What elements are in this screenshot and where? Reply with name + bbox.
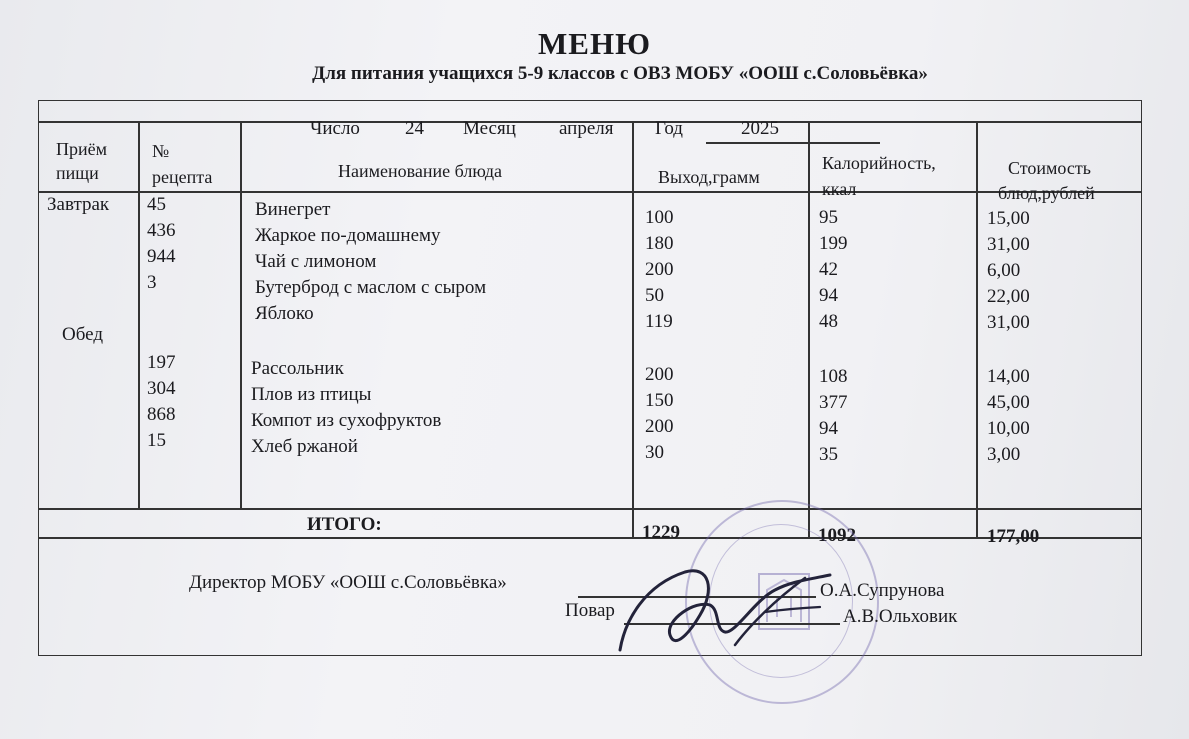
cost-cell: 22,00	[987, 286, 1030, 307]
dish-cell: Компот из сухофруктов	[251, 410, 442, 431]
meal-breakfast: Завтрак	[47, 194, 110, 215]
year-value: 2025	[741, 118, 779, 139]
menu-title: МЕНЮ	[538, 26, 651, 61]
yield-cell: 200	[645, 416, 674, 437]
dish-cell: Чай с лимоном	[255, 251, 377, 272]
kcal-cell: 42	[819, 259, 838, 280]
director-name: О.А.Супрунова	[820, 580, 945, 601]
yield-cell: 200	[645, 259, 674, 280]
col-divider-yield	[808, 121, 810, 537]
header-kcal-2: ккал	[822, 179, 857, 199]
cost-cell: 31,00	[987, 312, 1030, 333]
kcal-cell: 94	[819, 285, 838, 306]
yield-cell: 180	[645, 233, 674, 254]
cost-cell: 31,00	[987, 234, 1030, 255]
kcal-cell: 199	[819, 233, 848, 254]
breakfast-kcal	[819, 205, 848, 335]
kcal-cell: 108	[819, 366, 848, 387]
recipe-cell	[147, 296, 176, 322]
recipe-cell: 45	[147, 194, 166, 215]
kcal-cell: 94	[819, 418, 838, 439]
kcal-cell: 35	[819, 444, 838, 465]
yield-cell: 30	[645, 442, 664, 463]
yield-cell: 150	[645, 390, 674, 411]
header-cost: Стоимость	[1008, 158, 1091, 178]
lunch-recipes	[147, 350, 176, 454]
menu-subtitle: Для питания учащихся 5-9 классов с ОВЗ МОБУ «ООШ с.Соловьёвка»	[312, 63, 928, 84]
dish-cell: Жаркое по-домашнему	[255, 225, 441, 246]
kcal-cell: 377	[819, 392, 848, 413]
day-value: 24	[405, 118, 424, 139]
handwritten-signature-icon	[615, 560, 855, 660]
recipe-cell: 436	[147, 220, 176, 241]
dish-cell: Рассольник	[251, 358, 344, 379]
col-divider-recipe	[240, 121, 242, 508]
header-yield: Выход,грамм	[658, 167, 760, 187]
meal-lunch: Обед	[62, 324, 103, 345]
recipe-cell: 944	[147, 246, 176, 267]
dish-cell: Винегрет	[255, 199, 331, 220]
recipe-cell: 3	[147, 272, 157, 293]
totals-label: ИТОГО:	[307, 514, 382, 535]
day-label: Число	[310, 118, 360, 139]
lunch-costs	[987, 364, 1030, 468]
cook-name: А.В.Ольховик	[843, 606, 958, 627]
recipe-cell: 868	[147, 404, 176, 425]
totals-bottom-divider	[38, 537, 1142, 539]
director-label: Директор МОБУ «ООШ с.Соловьёвка»	[189, 572, 507, 593]
yield-cell: 50	[645, 285, 664, 306]
yield-cell: 100	[645, 207, 674, 228]
header-cost-2: блюд,рублей	[998, 183, 1095, 203]
year-label: Год	[655, 118, 683, 139]
lunch-yields	[645, 362, 674, 466]
year-underline	[706, 142, 880, 144]
header-kcal: Калорийность,	[822, 153, 936, 173]
dish-cell: Яблоко	[255, 303, 314, 324]
header-recipe-2: рецепта	[152, 167, 213, 187]
cost-cell: 14,00	[987, 366, 1030, 387]
yield-cell: 119	[645, 311, 673, 332]
dish-cell: Хлеб ржаной	[251, 436, 358, 457]
dish-cell: Бутерброд с маслом с сыром	[255, 277, 487, 298]
header-meal: Приём	[56, 139, 108, 159]
recipe-cell: 197	[147, 352, 176, 373]
cost-cell: 6,00	[987, 260, 1021, 281]
col-divider-dish	[632, 121, 634, 537]
yield-cell: 200	[645, 364, 674, 385]
recipe-cell: 15	[147, 430, 166, 451]
totals-cost: 177,00	[987, 526, 1040, 547]
recipe-cell: 304	[147, 378, 176, 399]
kcal-cell: 95	[819, 207, 838, 228]
lunch-kcal	[819, 364, 848, 468]
lunch-dishes	[251, 356, 441, 460]
cost-cell: 10,00	[987, 418, 1030, 439]
header-recipe: №	[152, 141, 170, 161]
cook-label: Повар	[565, 600, 615, 621]
totals-kcal: 1092	[818, 525, 856, 546]
cost-cell: 45,00	[987, 392, 1030, 413]
cost-cell: 3,00	[987, 444, 1021, 465]
cost-cell: 15,00	[987, 208, 1030, 229]
breakfast-yields	[645, 205, 674, 335]
header-meal-2: пищи	[56, 163, 99, 183]
kcal-cell: 48	[819, 311, 838, 332]
col-divider-kcal	[976, 121, 978, 537]
totals-yield: 1229	[642, 522, 680, 543]
dish-cell: Плов из птицы	[251, 384, 372, 405]
breakfast-recipes	[147, 192, 176, 322]
col-divider-meal	[138, 121, 140, 508]
header-dish: Наименование блюда	[338, 161, 503, 181]
breakfast-costs	[987, 206, 1030, 336]
month-label: Месяц	[463, 118, 516, 139]
breakfast-dishes	[255, 197, 486, 327]
month-value: апреля	[559, 118, 614, 139]
